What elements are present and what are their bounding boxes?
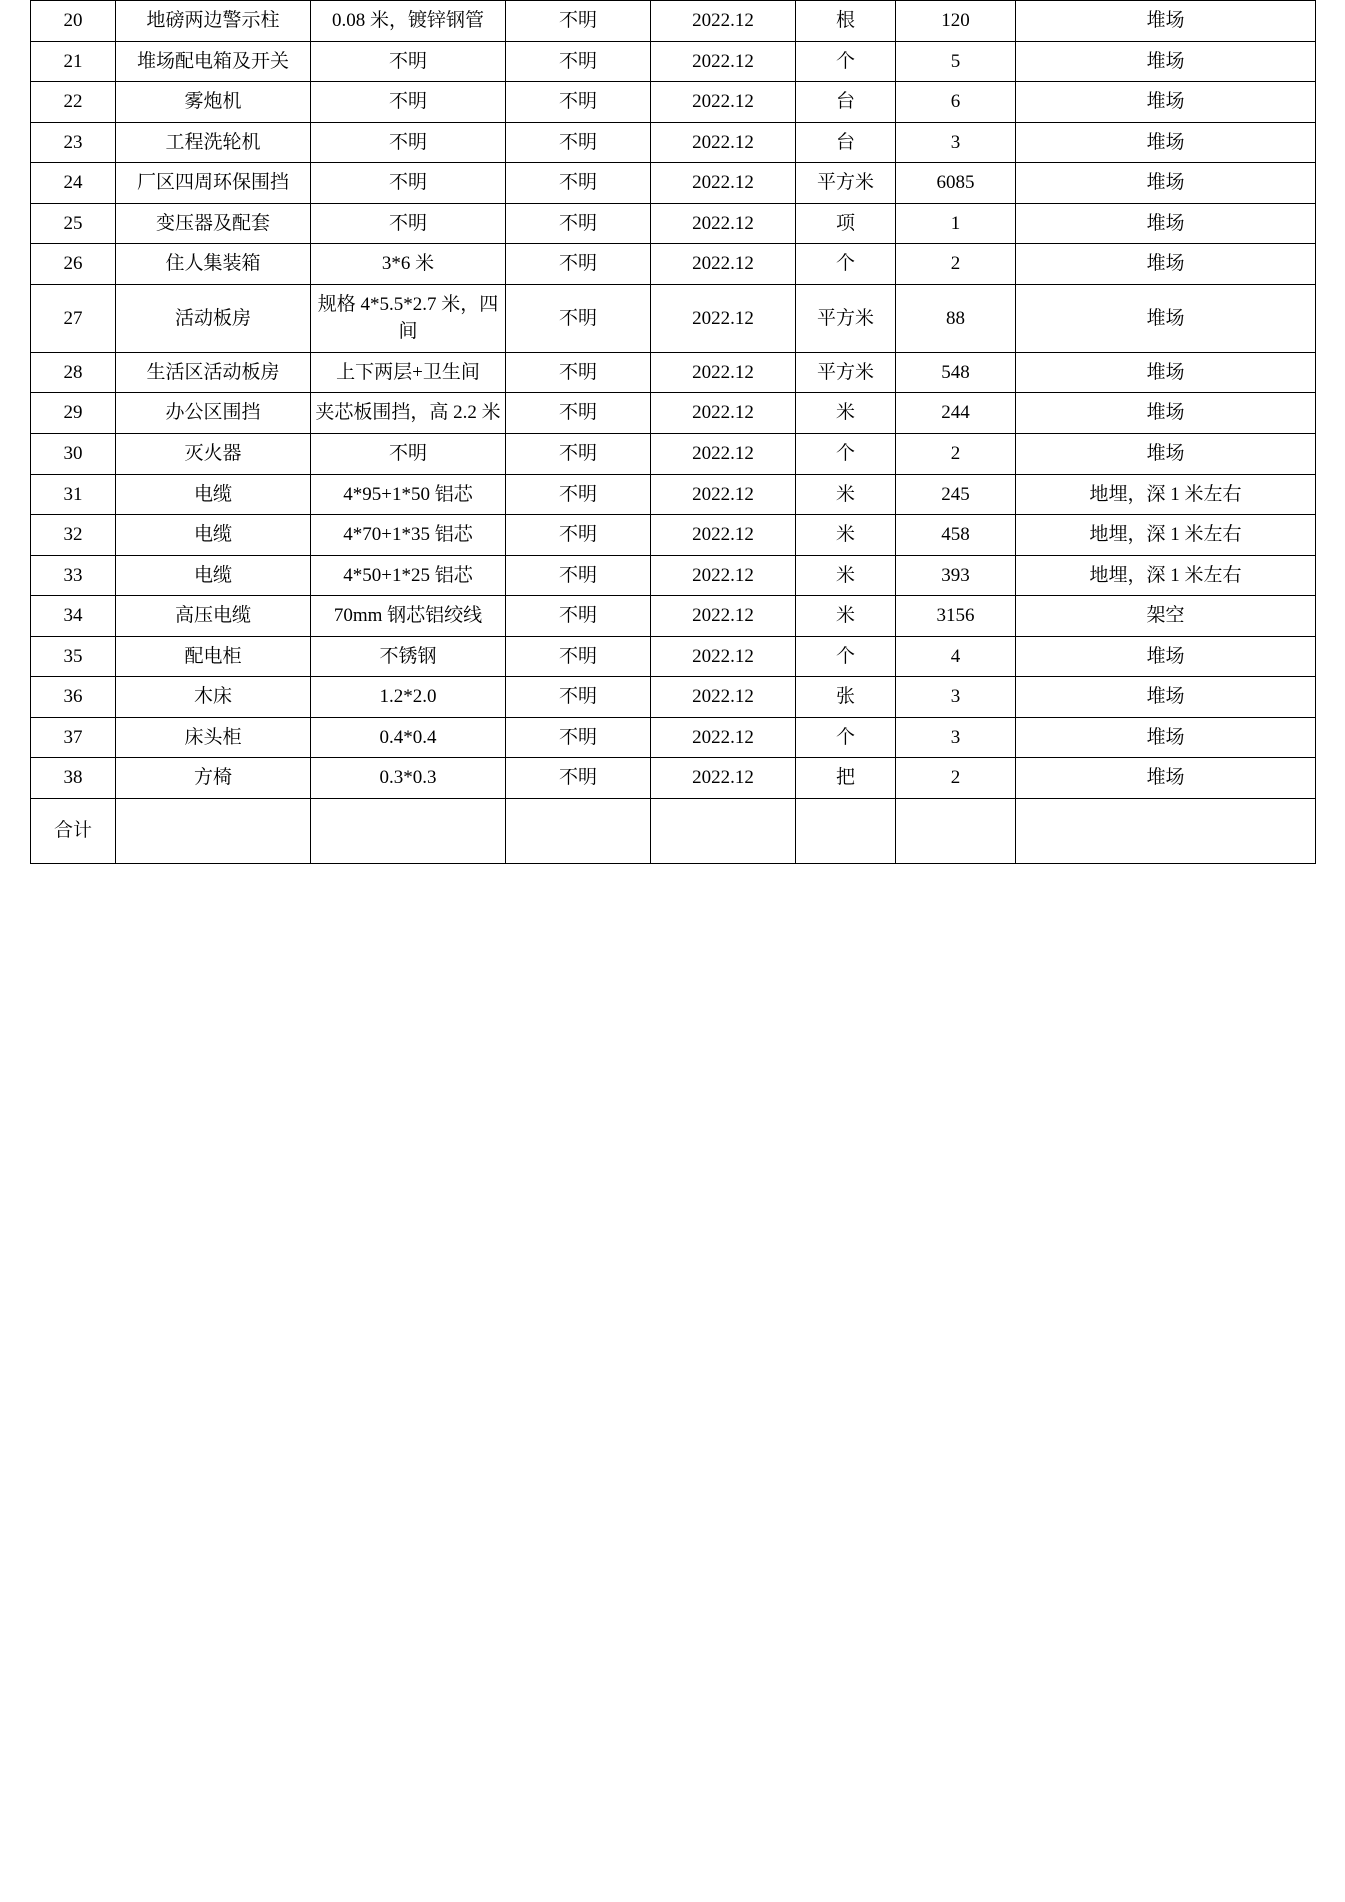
table-cell-loc: 堆场 bbox=[1016, 717, 1316, 758]
table-cell-name: 雾炮机 bbox=[116, 82, 311, 123]
table-cell-spec: 不明 bbox=[311, 434, 506, 475]
table-cell-no: 21 bbox=[31, 41, 116, 82]
table-cell-qty: 2 bbox=[896, 434, 1016, 475]
table-row bbox=[31, 596, 1316, 637]
table-cell-total-spec bbox=[311, 798, 506, 863]
table-cell-date: 2022.12 bbox=[651, 41, 796, 82]
table-cell-spec: 不明 bbox=[311, 122, 506, 163]
table-cell-unit: 平方米 bbox=[796, 284, 896, 352]
inventory-table-body bbox=[31, 1, 1316, 864]
table-cell-status: 不明 bbox=[506, 717, 651, 758]
table-cell-status: 不明 bbox=[506, 82, 651, 123]
table-cell-name: 活动板房 bbox=[116, 284, 311, 352]
table-cell-loc: 地埋，深 1 米左右 bbox=[1016, 555, 1316, 596]
table-cell-no: 33 bbox=[31, 555, 116, 596]
table-cell-name: 床头柜 bbox=[116, 717, 311, 758]
table-cell-spec: 上下两层+卫生间 bbox=[311, 352, 506, 393]
table-cell-no: 30 bbox=[31, 434, 116, 475]
table-cell-qty: 548 bbox=[896, 352, 1016, 393]
table-cell-spec: 不明 bbox=[311, 163, 506, 204]
table-cell-date: 2022.12 bbox=[651, 393, 796, 434]
table-cell-no: 36 bbox=[31, 677, 116, 718]
table-cell-spec: 1.2*2.0 bbox=[311, 677, 506, 718]
table-cell-loc: 堆场 bbox=[1016, 82, 1316, 123]
table-cell-name: 工程洗轮机 bbox=[116, 122, 311, 163]
table-cell-unit: 个 bbox=[796, 717, 896, 758]
table-cell-total-unit bbox=[796, 798, 896, 863]
table-cell-qty: 120 bbox=[896, 1, 1016, 42]
table-cell-no: 22 bbox=[31, 82, 116, 123]
table-cell-status: 不明 bbox=[506, 284, 651, 352]
table-cell-spec: 不锈钢 bbox=[311, 636, 506, 677]
table-cell-no: 28 bbox=[31, 352, 116, 393]
table-row bbox=[31, 1, 1316, 42]
table-cell-status: 不明 bbox=[506, 515, 651, 556]
table-cell-loc: 堆场 bbox=[1016, 434, 1316, 475]
table-cell-status: 不明 bbox=[506, 352, 651, 393]
table-row bbox=[31, 434, 1316, 475]
table-cell-loc: 堆场 bbox=[1016, 244, 1316, 285]
table-cell-date: 2022.12 bbox=[651, 163, 796, 204]
table-cell-date: 2022.12 bbox=[651, 758, 796, 799]
table-cell-loc: 地埋，深 1 米左右 bbox=[1016, 515, 1316, 556]
table-cell-unit: 个 bbox=[796, 636, 896, 677]
table-cell-date: 2022.12 bbox=[651, 284, 796, 352]
table-total-row bbox=[31, 798, 1316, 863]
table-cell-total-name bbox=[116, 798, 311, 863]
table-row bbox=[31, 758, 1316, 799]
table-cell-spec: 4*50+1*25 铝芯 bbox=[311, 555, 506, 596]
table-cell-date: 2022.12 bbox=[651, 717, 796, 758]
table-cell-loc: 堆场 bbox=[1016, 203, 1316, 244]
table-cell-status: 不明 bbox=[506, 1, 651, 42]
table-cell-name: 配电柜 bbox=[116, 636, 311, 677]
table-cell-spec: 4*70+1*35 铝芯 bbox=[311, 515, 506, 556]
table-cell-loc: 堆场 bbox=[1016, 393, 1316, 434]
table-cell-spec: 0.4*0.4 bbox=[311, 717, 506, 758]
table-row bbox=[31, 82, 1316, 123]
table-cell-loc: 堆场 bbox=[1016, 122, 1316, 163]
table-cell-qty: 5 bbox=[896, 41, 1016, 82]
table-cell-qty: 1 bbox=[896, 203, 1016, 244]
table-cell-name: 地磅两边警示柱 bbox=[116, 1, 311, 42]
table-cell-name: 高压电缆 bbox=[116, 596, 311, 637]
table-cell-name: 办公区围挡 bbox=[116, 393, 311, 434]
table-cell-qty: 3 bbox=[896, 677, 1016, 718]
table-cell-loc: 堆场 bbox=[1016, 677, 1316, 718]
table-cell-total-qty bbox=[896, 798, 1016, 863]
table-cell-qty: 88 bbox=[896, 284, 1016, 352]
table-cell-qty: 6 bbox=[896, 82, 1016, 123]
table-cell-unit: 平方米 bbox=[796, 352, 896, 393]
table-cell-total-status bbox=[506, 798, 651, 863]
table-cell-status: 不明 bbox=[506, 474, 651, 515]
table-cell-loc: 堆场 bbox=[1016, 284, 1316, 352]
table-cell-total-loc bbox=[1016, 798, 1316, 863]
inventory-table bbox=[30, 0, 1316, 864]
table-cell-name: 生活区活动板房 bbox=[116, 352, 311, 393]
table-cell-unit: 米 bbox=[796, 555, 896, 596]
table-cell-status: 不明 bbox=[506, 41, 651, 82]
table-row bbox=[31, 474, 1316, 515]
table-cell-unit: 米 bbox=[796, 474, 896, 515]
table-cell-name: 堆场配电箱及开关 bbox=[116, 41, 311, 82]
table-cell-date: 2022.12 bbox=[651, 82, 796, 123]
table-cell-loc: 地埋，深 1 米左右 bbox=[1016, 474, 1316, 515]
table-cell-qty: 393 bbox=[896, 555, 1016, 596]
table-cell-unit: 台 bbox=[796, 82, 896, 123]
table-cell-status: 不明 bbox=[506, 244, 651, 285]
table-cell-status: 不明 bbox=[506, 163, 651, 204]
table-cell-qty: 244 bbox=[896, 393, 1016, 434]
table-cell-unit: 把 bbox=[796, 758, 896, 799]
table-row bbox=[31, 555, 1316, 596]
table-cell-qty: 3 bbox=[896, 122, 1016, 163]
table-cell-name: 厂区四周环保围挡 bbox=[116, 163, 311, 204]
table-cell-date: 2022.12 bbox=[651, 244, 796, 285]
table-cell-qty: 3 bbox=[896, 717, 1016, 758]
table-cell-status: 不明 bbox=[506, 677, 651, 718]
table-cell-no: 38 bbox=[31, 758, 116, 799]
table-cell-loc: 堆场 bbox=[1016, 41, 1316, 82]
table-cell-date: 2022.12 bbox=[651, 434, 796, 475]
table-cell-total-date bbox=[651, 798, 796, 863]
table-cell-qty: 2 bbox=[896, 758, 1016, 799]
table-cell-date: 2022.12 bbox=[651, 596, 796, 637]
table-cell-date: 2022.12 bbox=[651, 636, 796, 677]
table-cell-unit: 个 bbox=[796, 244, 896, 285]
table-cell-loc: 堆场 bbox=[1016, 1, 1316, 42]
table-row bbox=[31, 717, 1316, 758]
table-cell-loc: 架空 bbox=[1016, 596, 1316, 637]
table-row bbox=[31, 677, 1316, 718]
table-row bbox=[31, 41, 1316, 82]
table-cell-unit: 米 bbox=[796, 393, 896, 434]
table-cell-status: 不明 bbox=[506, 555, 651, 596]
table-cell-name: 灭火器 bbox=[116, 434, 311, 475]
table-cell-name: 电缆 bbox=[116, 515, 311, 556]
table-cell-no: 26 bbox=[31, 244, 116, 285]
table-cell-date: 2022.12 bbox=[651, 677, 796, 718]
table-cell-spec: 不明 bbox=[311, 41, 506, 82]
table-cell-qty: 6085 bbox=[896, 163, 1016, 204]
table-cell-status: 不明 bbox=[506, 122, 651, 163]
table-cell-name: 方椅 bbox=[116, 758, 311, 799]
table-cell-qty: 458 bbox=[896, 515, 1016, 556]
table-cell-unit: 项 bbox=[796, 203, 896, 244]
table-cell-unit: 台 bbox=[796, 122, 896, 163]
table-cell-qty: 245 bbox=[896, 474, 1016, 515]
table-cell-unit: 平方米 bbox=[796, 163, 896, 204]
table-cell-no: 31 bbox=[31, 474, 116, 515]
table-cell-loc: 堆场 bbox=[1016, 758, 1316, 799]
table-cell-unit: 米 bbox=[796, 515, 896, 556]
table-cell-no: 23 bbox=[31, 122, 116, 163]
table-cell-spec: 不明 bbox=[311, 203, 506, 244]
table-row bbox=[31, 244, 1316, 285]
table-row bbox=[31, 515, 1316, 556]
table-cell-loc: 堆场 bbox=[1016, 636, 1316, 677]
table-row bbox=[31, 163, 1316, 204]
table-cell-date: 2022.12 bbox=[651, 122, 796, 163]
table-cell-date: 2022.12 bbox=[651, 1, 796, 42]
table-cell-spec: 不明 bbox=[311, 82, 506, 123]
table-cell-unit: 根 bbox=[796, 1, 896, 42]
table-cell-name: 木床 bbox=[116, 677, 311, 718]
table-cell-status: 不明 bbox=[506, 636, 651, 677]
table-cell-date: 2022.12 bbox=[651, 474, 796, 515]
table-cell-no: 29 bbox=[31, 393, 116, 434]
table-cell-date: 2022.12 bbox=[651, 203, 796, 244]
table-cell-unit: 个 bbox=[796, 434, 896, 475]
table-cell-spec: 0.3*0.3 bbox=[311, 758, 506, 799]
table-cell-no: 37 bbox=[31, 717, 116, 758]
table-cell-spec: 70mm 钢芯铝绞线 bbox=[311, 596, 506, 637]
table-cell-unit: 个 bbox=[796, 41, 896, 82]
table-cell-no: 25 bbox=[31, 203, 116, 244]
table-cell-status: 不明 bbox=[506, 393, 651, 434]
table-row bbox=[31, 393, 1316, 434]
table-cell-spec: 0.08 米，镀锌钢管 bbox=[311, 1, 506, 42]
table-row bbox=[31, 203, 1316, 244]
table-cell-total-label: 合计 bbox=[31, 798, 116, 863]
table-cell-status: 不明 bbox=[506, 203, 651, 244]
table-cell-no: 32 bbox=[31, 515, 116, 556]
table-cell-no: 34 bbox=[31, 596, 116, 637]
table-cell-date: 2022.12 bbox=[651, 515, 796, 556]
table-row bbox=[31, 352, 1316, 393]
table-cell-no: 24 bbox=[31, 163, 116, 204]
table-cell-status: 不明 bbox=[506, 596, 651, 637]
table-cell-spec: 3*6 米 bbox=[311, 244, 506, 285]
table-cell-no: 27 bbox=[31, 284, 116, 352]
table-cell-spec: 夹芯板围挡，高 2.2 米 bbox=[311, 393, 506, 434]
table-cell-name: 电缆 bbox=[116, 555, 311, 596]
table-cell-unit: 张 bbox=[796, 677, 896, 718]
table-row bbox=[31, 636, 1316, 677]
table-cell-name: 电缆 bbox=[116, 474, 311, 515]
table-cell-date: 2022.12 bbox=[651, 352, 796, 393]
table-cell-loc: 堆场 bbox=[1016, 352, 1316, 393]
table-cell-spec: 4*95+1*50 铝芯 bbox=[311, 474, 506, 515]
table-cell-status: 不明 bbox=[506, 758, 651, 799]
table-cell-qty: 4 bbox=[896, 636, 1016, 677]
table-cell-spec: 规格 4*5.5*2.7 米，四间 bbox=[311, 284, 506, 352]
table-cell-qty: 3156 bbox=[896, 596, 1016, 637]
table-cell-loc: 堆场 bbox=[1016, 163, 1316, 204]
table-cell-status: 不明 bbox=[506, 434, 651, 475]
table-cell-date: 2022.12 bbox=[651, 555, 796, 596]
table-row bbox=[31, 284, 1316, 352]
table-cell-name: 住人集装箱 bbox=[116, 244, 311, 285]
table-cell-no: 35 bbox=[31, 636, 116, 677]
table-cell-unit: 米 bbox=[796, 596, 896, 637]
table-cell-qty: 2 bbox=[896, 244, 1016, 285]
table-cell-name: 变压器及配套 bbox=[116, 203, 311, 244]
table-row bbox=[31, 122, 1316, 163]
table-cell-no: 20 bbox=[31, 1, 116, 42]
